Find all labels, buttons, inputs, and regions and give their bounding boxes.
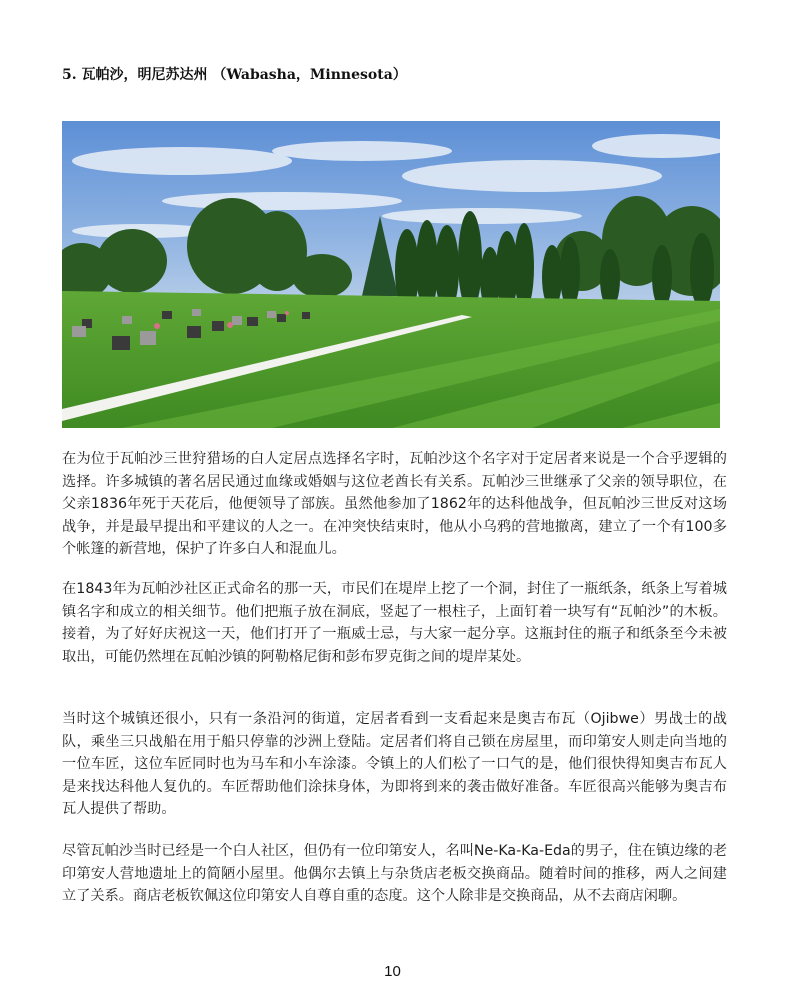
paragraph-2: 在1843年为瓦帕沙社区正式命名的那一天，市民们在堤岸上挖了一个洞，封住了一瓶纸条，纸条上写着城镇名字和成立的相关细节。他们把瓶子放在洞底，竖起了一根柱子，上面钉着一块写有“瓦帕沙”的木板。接着，为了好好庆祝这一天，他们打开了一瓶威士忌，与大家一起分享。这瓶封住的瓶子和纸条至今未被取出，可能仍然埋在瓦帕沙镇的阿勒格尼街和彭布罗克街之间的堤岸某处。 (62, 581, 727, 665)
page-number: 10 (384, 963, 401, 980)
paragraph-1: 在为位于瓦帕沙三世狩猎场的白人定居点选择名字时，瓦帕沙这个名字对于定居者来说是一个合乎逻辑的选择。许多城镇的著名居民通过血缘或婚姻与这位老酋长有关系。瓦帕沙三世继承了父亲的领导职位，在父亲1836年死于天花后，他便领导了部族。虽然他参加了1862年的达科他战争，但瓦帕沙三世反对这场战争，并是最早提出和平建议的人之一。在冲突快结束时，他从小乌鸦的营地撤离，建立了一个有100多个帐篷的新营地，保护了许多白人和混血儿。 (62, 451, 727, 557)
cemetery-photo (62, 121, 720, 428)
paragraph-4: 尽管瓦帕沙当时已经是一个白人社区，但仍有一位印第安人，名叫Ne-Ka-Ka-Eda的男子，住在镇边缘的老印第安人营地遗址上的简陋小屋里。他偶尔去镇上与杂货店老板交换商品。随着时间的推移，两人之间建立了关系。商店老板钦佩这位印第安人自尊自重的态度。这个人除非是交换商品，从不去商店闲聊。 (62, 843, 727, 904)
paragraph-3: 当时这个城镇还很小，只有一条沿河的街道，定居者看到一支看起来是奥吉布瓦（Ojibwe）男战士的战队，乘坐三只战船在用于船只停靠的沙洲上登陆。定居者们将自己锁在房屋里，而印第安人则走向当地的一位车匠，这位车匠同时也为马车和小车涂漆。令镇上的人们松了一口气的是，他们很快得知奥吉布瓦人是来找达科他人复仇的。车匠帮助他们涂抹身体，为即将到来的袭击做好准备。车匠很高兴能够为奥吉布瓦人提供了帮助。 (62, 711, 727, 817)
section-heading: 5. 瓦帕沙，明尼苏达州 （Wabasha，Minnesota） (62, 67, 407, 83)
